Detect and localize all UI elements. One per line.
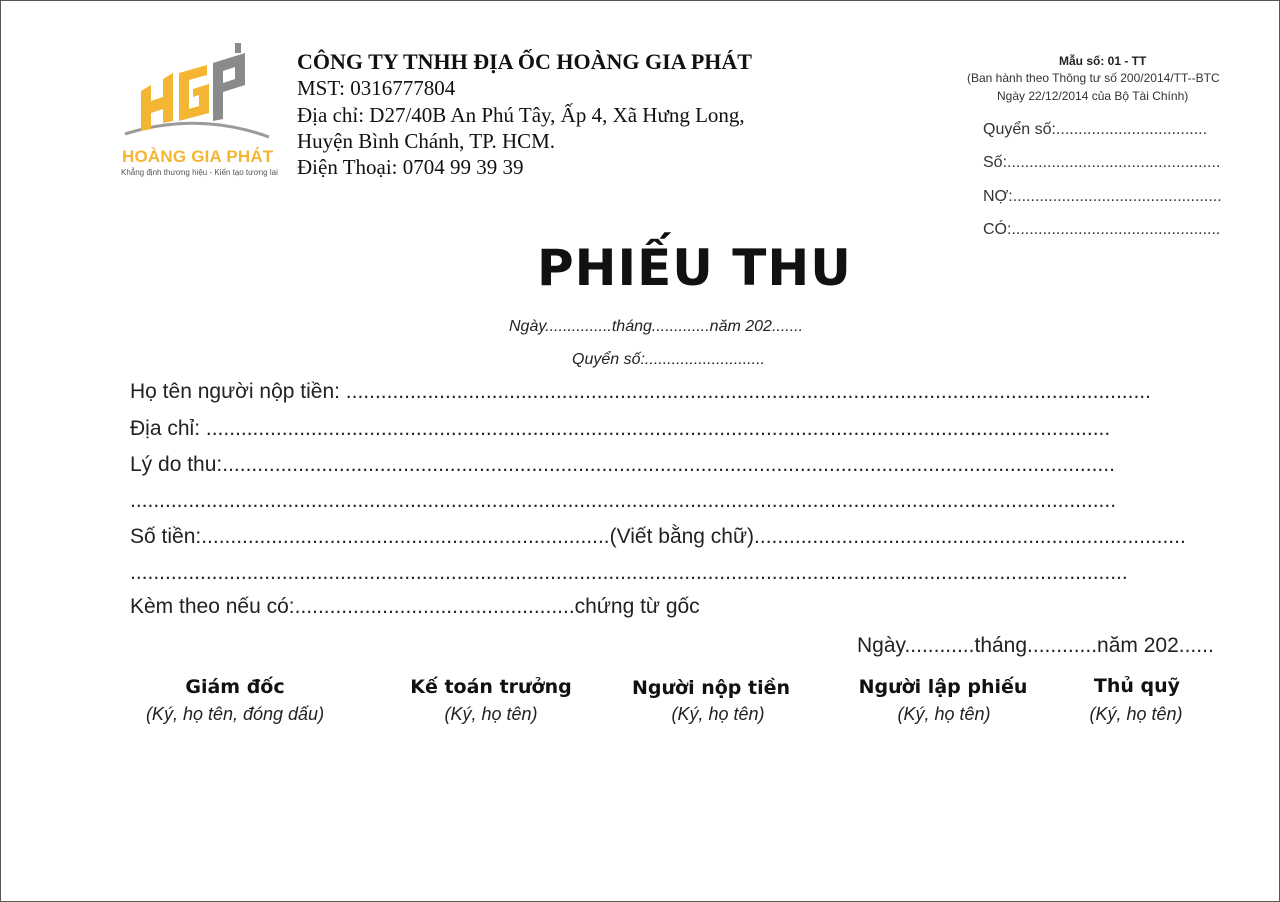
signature-role-preparer: Người lập phiếu [858,676,1028,698]
form-issued-by: (Ban hành theo Thông tư số 200/2014/TT--BTC [967,71,1220,85]
company-tax-id: MST: 0316777804 [297,76,456,100]
signature-role-payer: Người nộp tiền [631,677,790,699]
form-issued-date: Ngày 22/12/2014 của Bộ Tài Chính) [997,89,1189,103]
form-debit: NỢ:............................................... [983,188,1222,205]
form-code: Mẫu số: 01 - TT [1059,54,1147,68]
company-phone: Điện Thoại: 0704 99 39 39 [297,155,524,179]
form-book-no: Quyển số:.................................. [983,121,1208,138]
signature-note-chief-accountant: (Ký, họ tên) [444,704,538,724]
document-title: PHIẾU THU [537,239,852,297]
company-address-line2: Huyện Bình Chánh, TP. HCM. [297,129,556,153]
signature-role-director: Giám đốc [185,676,285,698]
signature-note-preparer: (Ký, họ tên) [897,704,991,724]
signature-note-payer: (Ký, họ tên) [671,704,765,724]
attachments-field: Kèm theo nếu có:................................................chứng từ gốc [130,595,700,618]
company-address-line1: Địa chỉ: D27/40B An Phú Tây, Ấp 4, Xã Hưng Long, [297,103,745,127]
amount-field: Số tiền:......................................................................(Viết bằng chữ).......................................................................... [130,525,1186,548]
company-name: CÔNG TY TNHH ĐỊA ỐC HOÀNG GIA PHÁT [297,49,752,74]
reason-continued-field: ......................................................................................................................................................................... [130,489,1117,512]
signature-note-cashier: (Ký, họ tên) [1089,704,1183,724]
date-line: Ngày...............tháng.............năm 202....... [509,318,804,335]
signature-note-director: (Ký, họ tên, đóng dấu) [145,704,325,724]
signature-role-chief-accountant: Kế toán trưởng [410,676,572,698]
sign-date-line: Ngày............tháng............năm 202...... [857,634,1214,657]
payer-name-field: Họ tên người nộp tiền: .......................................................................................................................................... [130,380,1151,403]
logo-slogan: Khẳng định thương hiệu - Kiến tạo tương lai [121,168,278,177]
signature-role-cashier: Thủ quỹ [1093,675,1181,697]
form-number: Số:................................................ [983,154,1221,171]
amount-continued-field: ........................................................................................................................................................................... [130,561,1128,584]
book-line: Quyển số:........................... [572,351,765,368]
form-credit: CÓ:............................................... [983,221,1221,238]
address-field: Địa chỉ: ........................................................................................................................................................... [130,417,1111,440]
logo-name: HOÀNG GIA PHÁT [122,147,274,166]
reason-field: Lý do thu:......................................................................................................................................................... [130,453,1115,476]
